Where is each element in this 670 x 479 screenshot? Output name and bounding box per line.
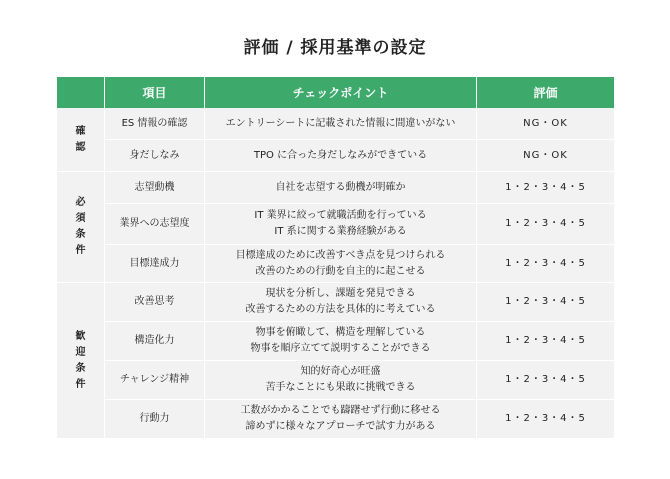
- evaluation-table: [57, 77, 614, 439]
- table-row: [57, 172, 614, 204]
- category-label: 必須条件: [75, 197, 86, 256]
- category-cell: [57, 172, 105, 283]
- checkpoint-cell: [205, 140, 477, 172]
- checkpoint-cell: [205, 283, 477, 322]
- checkpoint-line: 改善のための行動を自主的に起こせる: [255, 265, 426, 277]
- item-cell: ES 情報の確認: [105, 108, 205, 140]
- table-row: [57, 108, 614, 140]
- score-cell: 1・2・3・4・5: [477, 400, 614, 439]
- table-row: [57, 322, 614, 361]
- checkpoint-line: 諦めずに様々なアプローチで試す力がある: [245, 421, 436, 432]
- item-cell: 行動力: [105, 400, 205, 439]
- item-cell: 志望動機: [105, 172, 205, 204]
- header-evaluation: 評価: [477, 77, 614, 108]
- checkpoint-line: IT 系に関する業務経験がある: [274, 226, 407, 237]
- header-item: 項目: [105, 77, 205, 108]
- checkpoint-line: 物事を順序立てて説明することができる: [250, 343, 431, 354]
- checkpoint-line: 苦手なことにも果敢に挑戦できる: [265, 382, 416, 393]
- item-cell: 目標達成力: [105, 245, 205, 283]
- item-cell: チャレンジ精神: [105, 361, 205, 400]
- checkpoint-line: 現状を分析し、課題を発見できる: [265, 288, 416, 299]
- score-cell: 1・2・3・4・5: [477, 245, 614, 283]
- checkpoint-cell: [205, 108, 477, 140]
- checkpoint-line: 自社を志望する動機が明確か: [275, 181, 406, 193]
- category-cell: [57, 108, 105, 172]
- checkpoint-cell: [205, 245, 477, 283]
- table-row: [57, 283, 614, 322]
- checkpoint-line: 知的好奇心が旺盛: [300, 366, 381, 377]
- score-cell: 1・2・3・4・5: [477, 204, 614, 245]
- checkpoint-cell: [205, 400, 477, 439]
- table-header-row: [57, 77, 614, 108]
- score-cell: 1・2・3・4・5: [477, 322, 614, 361]
- checkpoint-line: 改善するための方法を具体的に考えている: [245, 304, 436, 315]
- checkpoint-cell: [205, 204, 477, 245]
- checkpoint-line: 工数がかかることでも躊躇せず行動に移せる: [240, 405, 441, 416]
- category-label: 確認: [75, 125, 86, 153]
- item-cell: 身だしなみ: [105, 140, 205, 172]
- item-cell: 構造化力: [105, 322, 205, 361]
- header-category-cell: [57, 77, 105, 108]
- checkpoint-line: 物事を俯瞰して、構造を理解している: [255, 327, 426, 338]
- checkpoint-line: IT 業界に絞って就職活動を行っている: [254, 210, 427, 221]
- checkpoint-cell: [205, 172, 477, 204]
- checkpoint-cell: [205, 361, 477, 400]
- score-cell: NG・OK: [477, 108, 614, 140]
- table-row: [57, 245, 614, 283]
- checkpoint-cell: [205, 322, 477, 361]
- table-row: [57, 140, 614, 172]
- item-cell: 改善思考: [105, 283, 205, 322]
- category-label: 歓迎条件: [75, 330, 86, 390]
- checkpoint-line: 目標達成のために改善すべき点を見つけられる: [235, 249, 446, 261]
- header-checkpoint: チェックポイント: [205, 77, 477, 108]
- item-cell: 業界への志望度: [105, 204, 205, 245]
- table-row: [57, 400, 614, 439]
- category-cell: [57, 283, 105, 439]
- checkpoint-line: エントリーシートに記載された情報に間違いがない: [225, 117, 456, 129]
- page-title: 評価 / 採用基準の設定: [243, 38, 427, 58]
- table-row: [57, 361, 614, 400]
- score-cell: 1・2・3・4・5: [477, 361, 614, 400]
- score-cell: 1・2・3・4・5: [477, 172, 614, 204]
- score-cell: NG・OK: [477, 140, 614, 172]
- checkpoint-line: TPO に合った身だしなみができている: [253, 149, 428, 161]
- score-cell: 1・2・3・4・5: [477, 283, 614, 322]
- table-row: [57, 204, 614, 245]
